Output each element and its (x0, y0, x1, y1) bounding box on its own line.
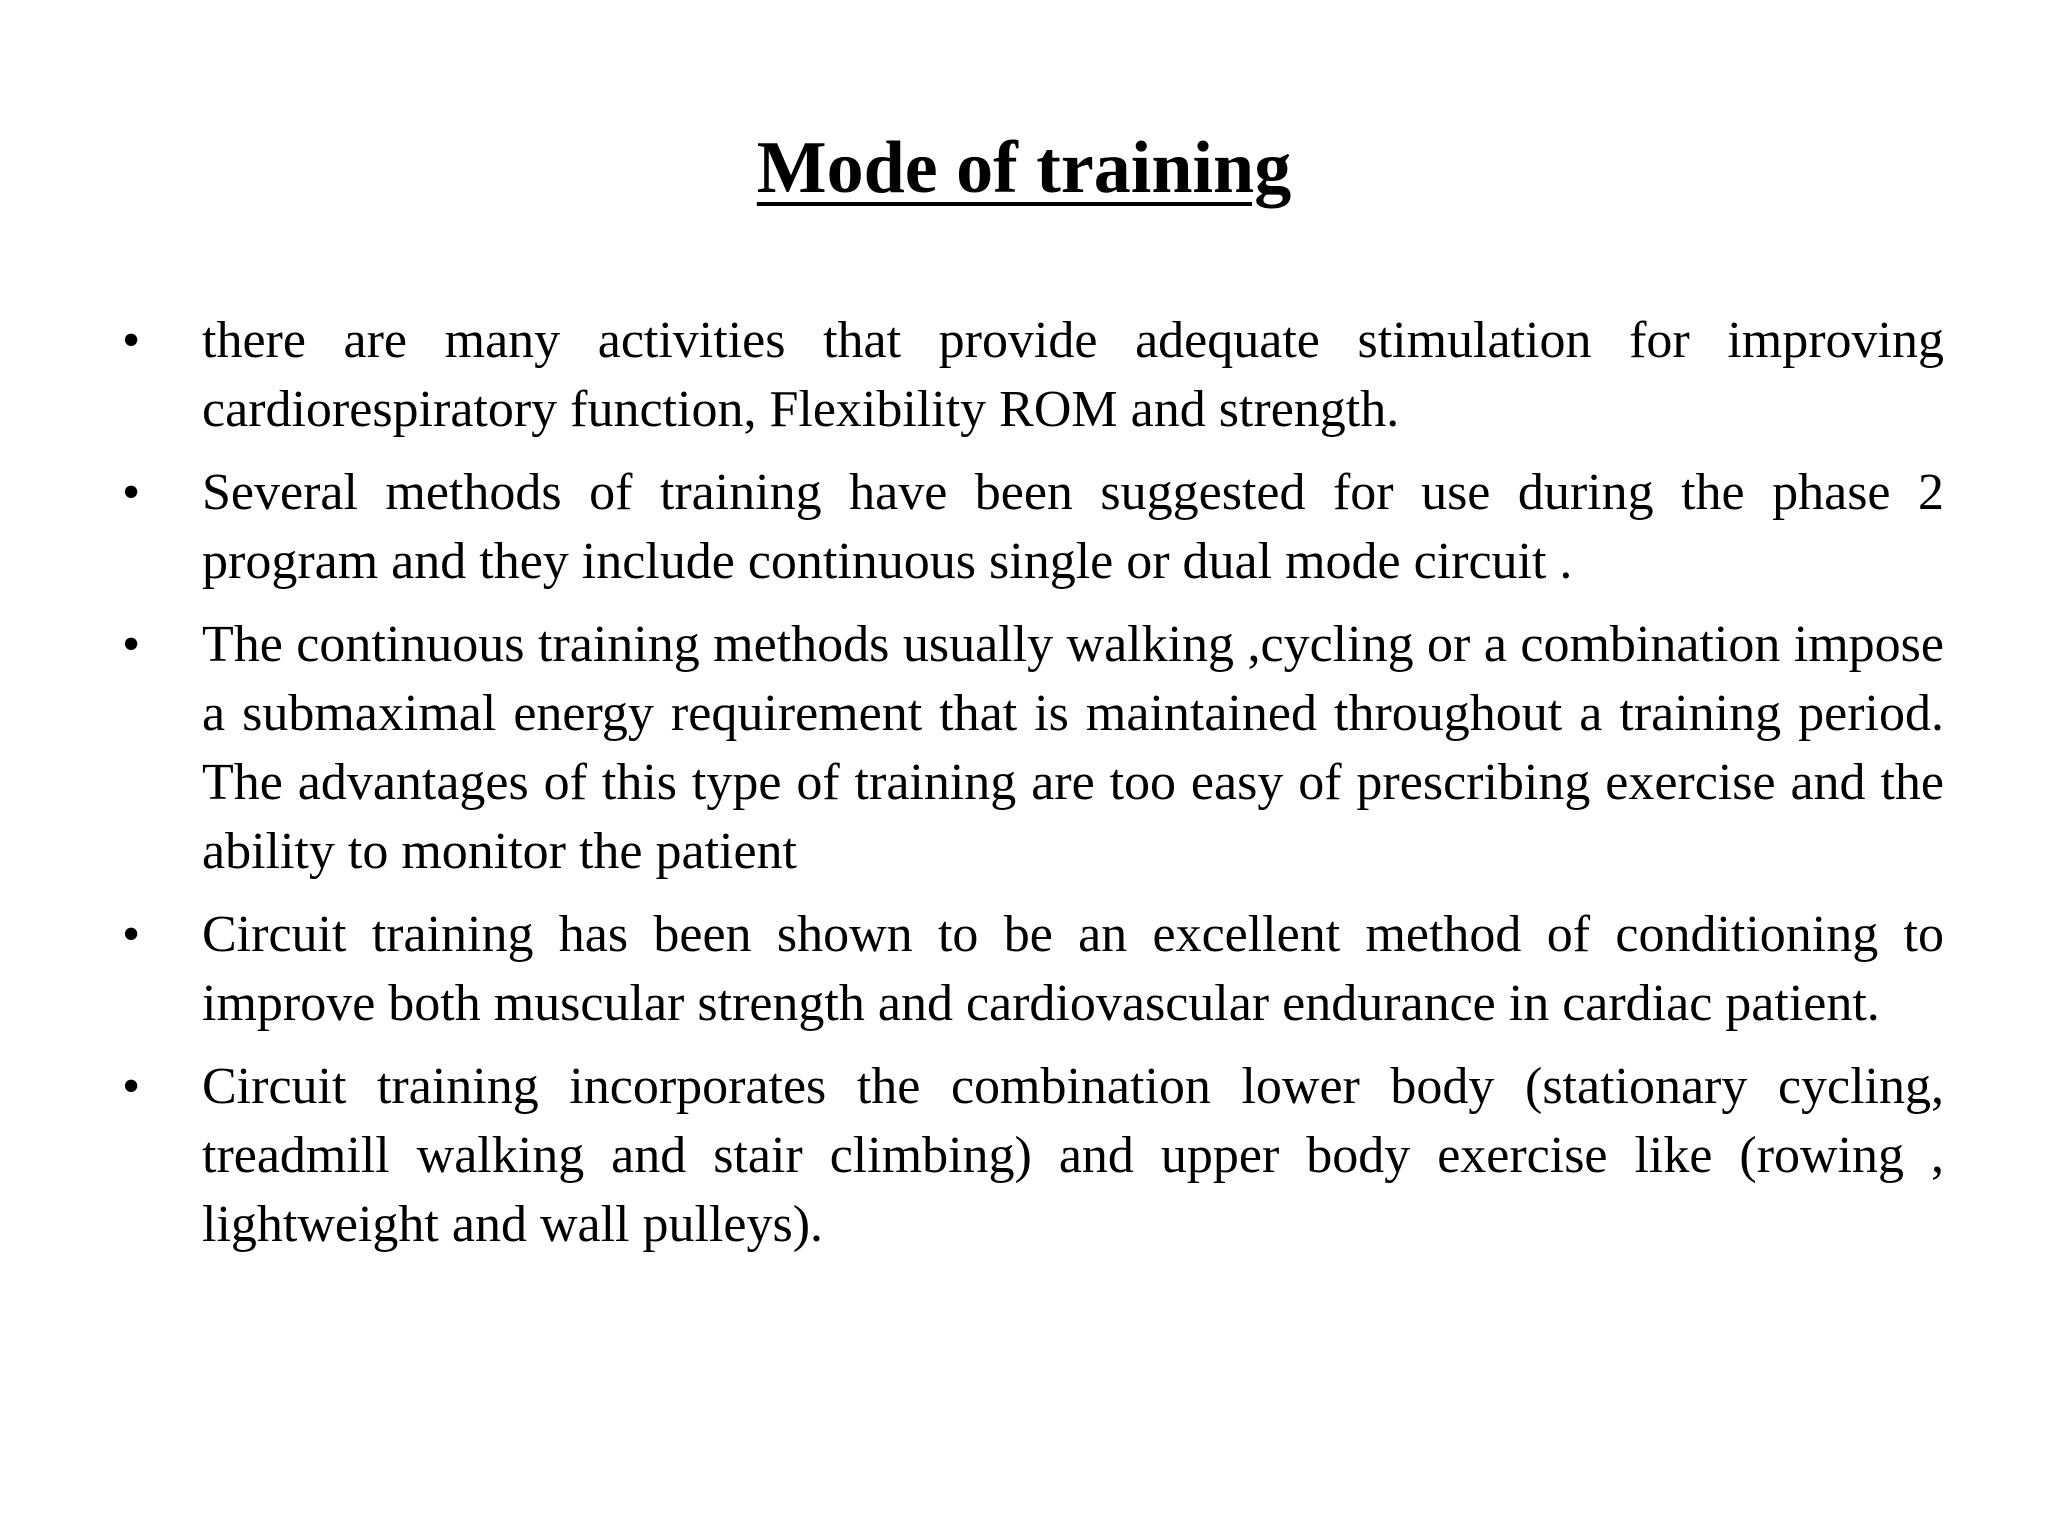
bullet-icon: • (122, 1058, 141, 1115)
bullet-list (122, 306, 1944, 1273)
bullet-icon: • (122, 616, 141, 673)
bullet-text: there are many activities that provide adequate stimulation for improving cardiorespiratory function, Flexibility ROM and strength. (202, 312, 1944, 438)
bullet-item (122, 900, 1944, 1038)
bullet-icon: • (122, 312, 141, 369)
bullet-item (122, 458, 1944, 596)
bullet-icon: • (122, 906, 141, 963)
bullet-text: The continuous training methods usually walking ,cycling or a combination impose a submaximal energy requirement that is maintained throughout a training period. The advantages of this type of training are too easy of prescribing exercise and the ability to monitor the patient (202, 616, 1944, 880)
bullet-text: Circuit training has been shown to be an excellent method of conditioning to improve both muscular strength and cardiovascular endurance in cardiac patient. (202, 906, 1944, 1032)
bullet-item (122, 610, 1944, 886)
slide-title: Mode of training (756, 127, 1292, 209)
bullet-item (122, 306, 1944, 444)
bullet-item (122, 1052, 1944, 1259)
bullet-text: Circuit training incorporates the combination lower body (stationary cycling, treadmill walking and stair climbing) and upper body exercise like (rowing , lightweight and wall pulleys). (202, 1058, 1944, 1253)
bullet-text: Several methods of training have been suggested for use during the phase 2 program and they include continuous single or dual mode circuit . (202, 464, 1944, 590)
bullet-icon: • (122, 464, 141, 521)
